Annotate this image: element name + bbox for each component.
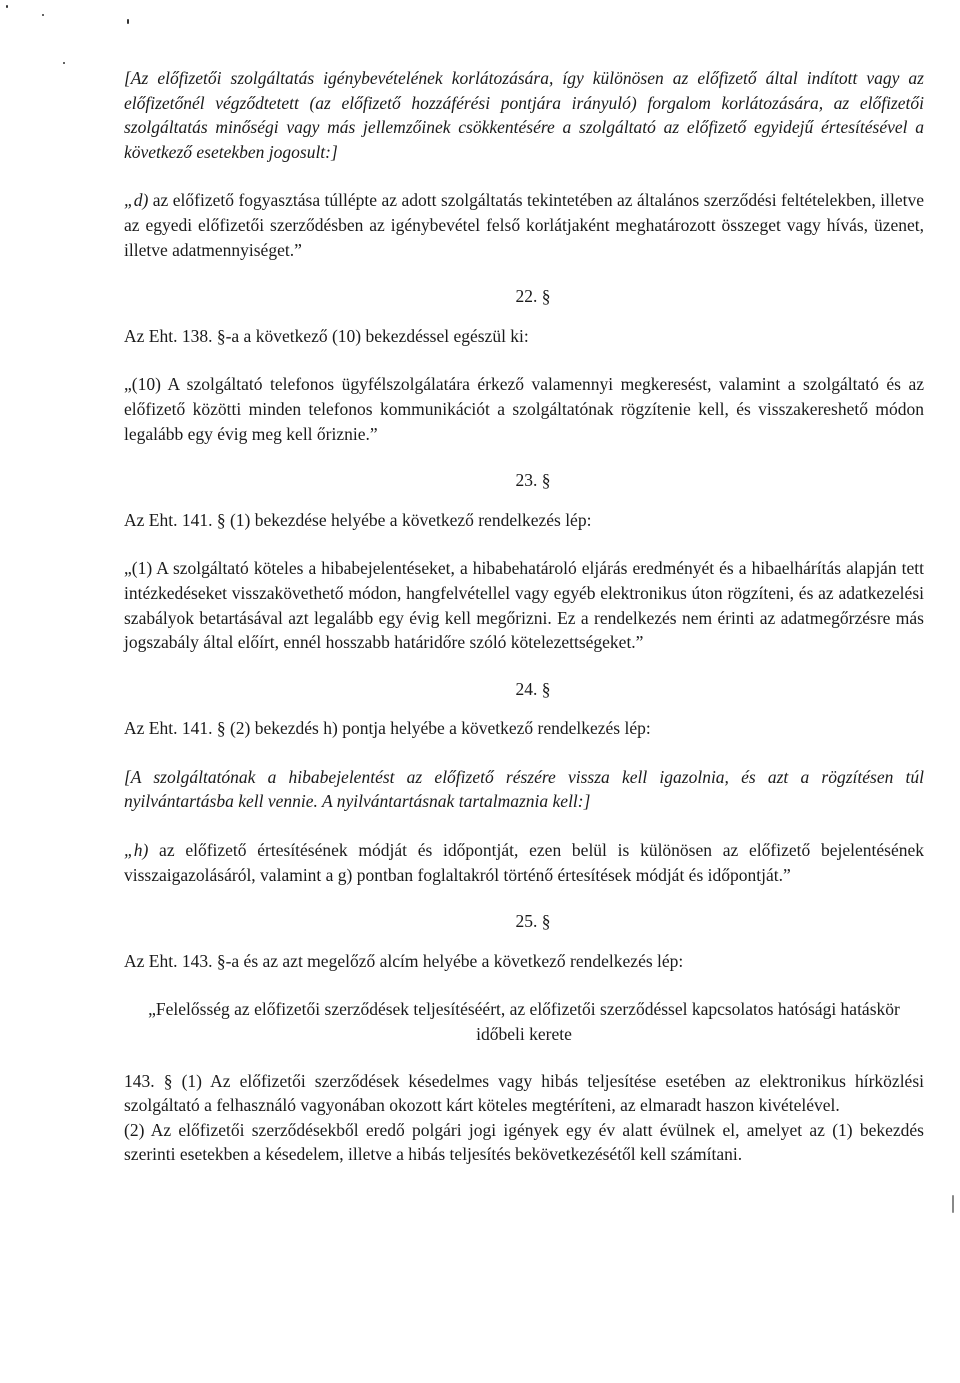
section-24-bracket: [A szolgáltatónak a hibabejelentést az előfizető részére vissza kell igazolnia, és azt a rögzítésen túl nyilvántartásba kell vennie. A nyilvántartásnak tartalmaznia kell:] (124, 766, 924, 812)
point-h-label: „h) (124, 840, 149, 861)
document-page (124, 66, 924, 1167)
point-h-text: az előfizető értesítésének módját és időpontját, ezen belül is különösen az előfizető bejelentésének visszaigazolásáról, valamint a g) pontban foglaltakról történő értesítések módját és időpontját.” (124, 840, 924, 885)
scan-speck (952, 1195, 954, 1213)
section-24-heading: 24. § (515, 678, 551, 699)
section-23-intro: Az Eht. 141. § (1) bekezdése helyébe a következő rendelkezés lép: (124, 509, 592, 530)
section-25-heading: 25. § (515, 911, 551, 932)
section-22-intro: Az Eht. 138. §-a a következő (10) bekezdéssel egészül ki: (124, 325, 529, 346)
section-24-intro: Az Eht. 141. § (2) bekezdés h) pontja helyébe a következő rendelkezés lép: (124, 718, 651, 739)
scan-speck (6, 5, 8, 8)
scan-speck (42, 14, 44, 16)
section-23-text: „(1) A szolgáltató köteles a hibabejelentéseket, a hibabehatároló eljárás eredményét és a hibaelhárítás alapján tett intézkedéseket visszakövethető módon, hangfelvétellel vagy egyéb elektronikus úton rögzíteni, és az adatkezelési szabályok betartásával azt legalább egy évig kell megőrizni. Ez a rendelkezés nem érinti az adatmegőrzésre más jogszabály által előírt, ennél hosszabb határidőre szóló kötelezettségeket.” (124, 558, 924, 653)
section-25-title: „Felelősség az előfizetői szerződések teljesítéséért, az előfizetői szerződéssel kapcsolatos hatósági hatáskör időbeli kerete (148, 999, 900, 1045)
intro-bracket-text: [Az előfizetői szolgáltatás igénybevételének korlátozására, így különösen az előfizető által indított vagy az előfizetőnél végződtetett (az előfizető hozzáférési pontjára irányuló) forgalom korlátozására, az előfizetői szolgáltatás minőségi vagy más jellemzőinek csökkentésére a szolgáltató az előfizető egyidejű értesítésével a következő esetekben jogosult:] (124, 68, 924, 162)
section-22-text: „(10) A szolgáltató telefonos ügyfélszolgálatára érkező valamennyi megkeresést, valamint a szolgáltató és az előfizető közötti minden telefonos kommunikációt a szolgáltatónak rögzítenie kell, és visszakereshető módon legalább egy évig meg kell őriznie.” (124, 374, 924, 444)
paragraph-h (124, 838, 924, 887)
point-d-text: az előfizető fogyasztása túllépte az adott szolgáltatás tekintetében az általános szerződési feltételekben, illetve az egyedi előfizetői szerződésben az igénybevétel felső korlátjaként meghatározott összeget vagy hívás, üzenet, illetve adatmennyiséget.” (124, 190, 924, 260)
section-25-paragraph-2: (2) Az előfizetői szerződésekből eredő polgári jogi igények egy év alatt évülnek el, amelyet az (1) bekezdés szerinti esetekben a késedelem, illetve a hibás teljesítés bekövetkezésétől kell számítani. (124, 1119, 924, 1165)
section-25-intro: Az Eht. 143. §-a és az azt megelőző alcím helyébe a következő rendelkezés lép: (124, 950, 684, 971)
section-25-paragraph-1: 143. § (1) Az előfizetői szerződések késedelmes vagy hibás teljesítése esetében az elektronikus hírközlési szolgáltató a felhasználó vagyonában okozott kárt köteles megtéríteni, az elmaradt haszon kivételével. (124, 1070, 924, 1116)
section-23-heading: 23. § (515, 470, 551, 491)
scan-speck (63, 62, 65, 64)
point-d-label: „d) (124, 190, 149, 211)
section-22-heading: 22. § (515, 286, 551, 307)
scan-speck (127, 19, 129, 24)
paragraph-d (124, 188, 924, 262)
